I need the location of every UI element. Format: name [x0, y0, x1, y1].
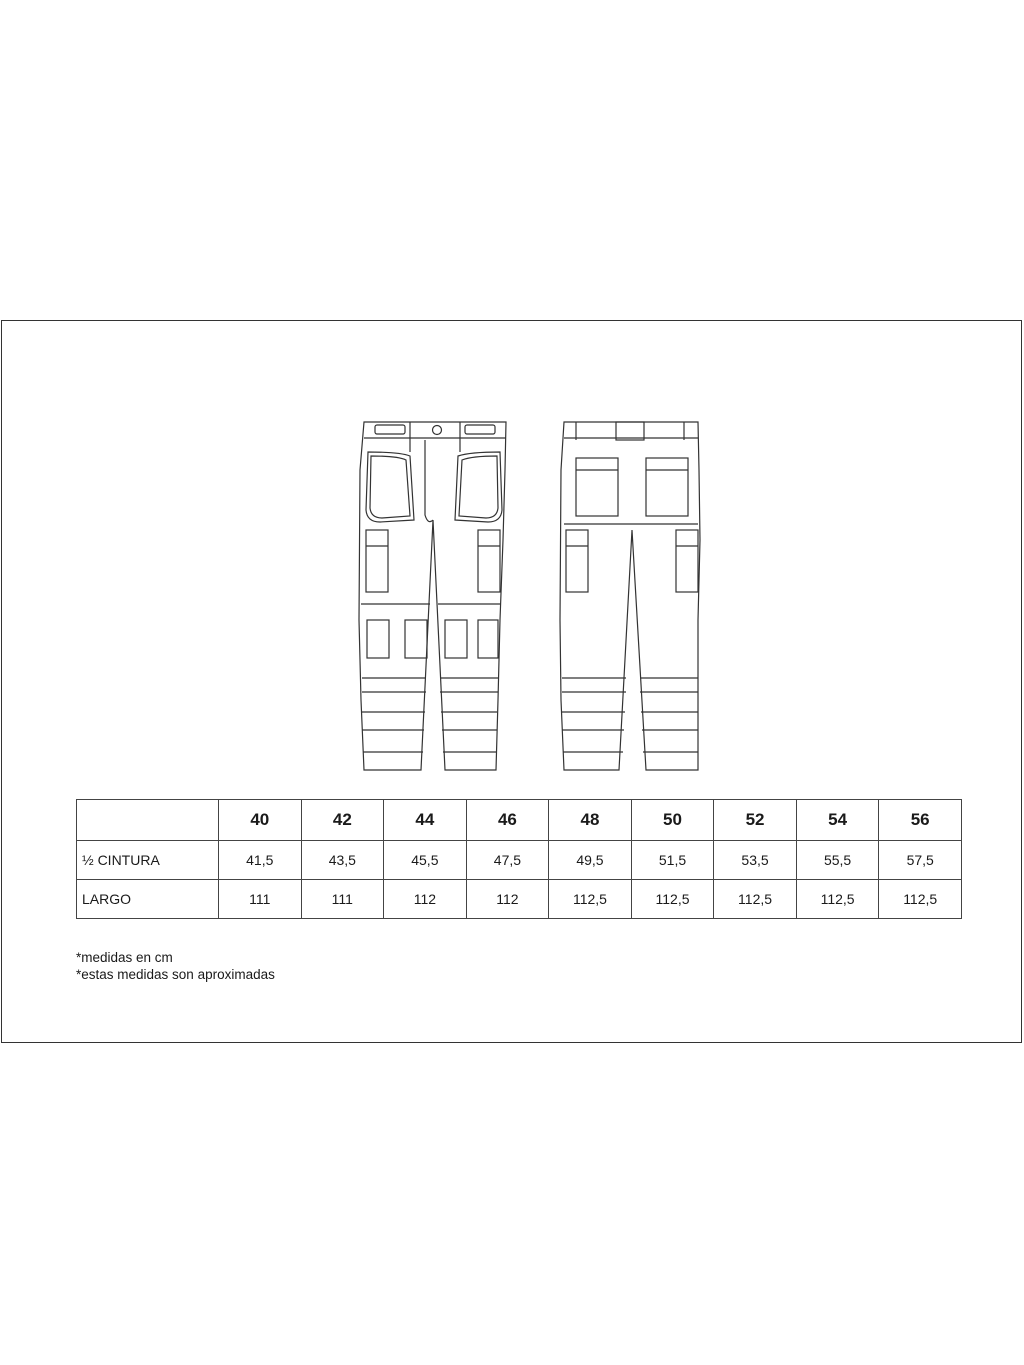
header-empty-cell: [77, 800, 219, 841]
measurement-cell: 112,5: [714, 880, 797, 919]
row-label: ½ CINTURA: [77, 841, 219, 880]
half-waist-row: [77, 841, 962, 880]
measurement-cell: 111: [219, 880, 302, 919]
measurement-cell: 112: [466, 880, 549, 919]
measurement-cell: 57,5: [879, 841, 962, 880]
size-header-cell: 46: [466, 800, 549, 841]
trousers-back-view: [560, 422, 700, 770]
measurement-cell: 112,5: [879, 880, 962, 919]
note-approximate: *estas medidas son aproximadas: [76, 967, 275, 982]
size-header-row: [77, 800, 962, 841]
size-header-cell: 44: [384, 800, 467, 841]
measurement-cell: 112: [384, 880, 467, 919]
measurement-cell: 53,5: [714, 841, 797, 880]
size-header-cell: 56: [879, 800, 962, 841]
measurement-cell: 111: [301, 880, 384, 919]
size-header-cell: 50: [631, 800, 714, 841]
size-header-cell: 52: [714, 800, 797, 841]
measurement-cell: 49,5: [549, 841, 632, 880]
measurement-cell: 55,5: [796, 841, 879, 880]
size-header-cell: 54: [796, 800, 879, 841]
size-header-cell: 48: [549, 800, 632, 841]
size-chart-table: [76, 799, 962, 919]
measurement-cell: 112,5: [796, 880, 879, 919]
measurement-cell: 41,5: [219, 841, 302, 880]
length-row: [77, 880, 962, 919]
measurement-cell: 45,5: [384, 841, 467, 880]
measurement-cell: 51,5: [631, 841, 714, 880]
measurement-cell: 47,5: [466, 841, 549, 880]
trousers-front-view: [359, 422, 506, 770]
measurement-notes: [76, 949, 275, 983]
measurement-cell: 43,5: [301, 841, 384, 880]
trousers-technical-drawing: [356, 414, 706, 776]
size-header-cell: 40: [219, 800, 302, 841]
size-header-cell: 42: [301, 800, 384, 841]
measurement-cell: 112,5: [631, 880, 714, 919]
row-label: LARGO: [77, 880, 219, 919]
measurement-cell: 112,5: [549, 880, 632, 919]
note-units: *medidas en cm: [76, 950, 173, 965]
